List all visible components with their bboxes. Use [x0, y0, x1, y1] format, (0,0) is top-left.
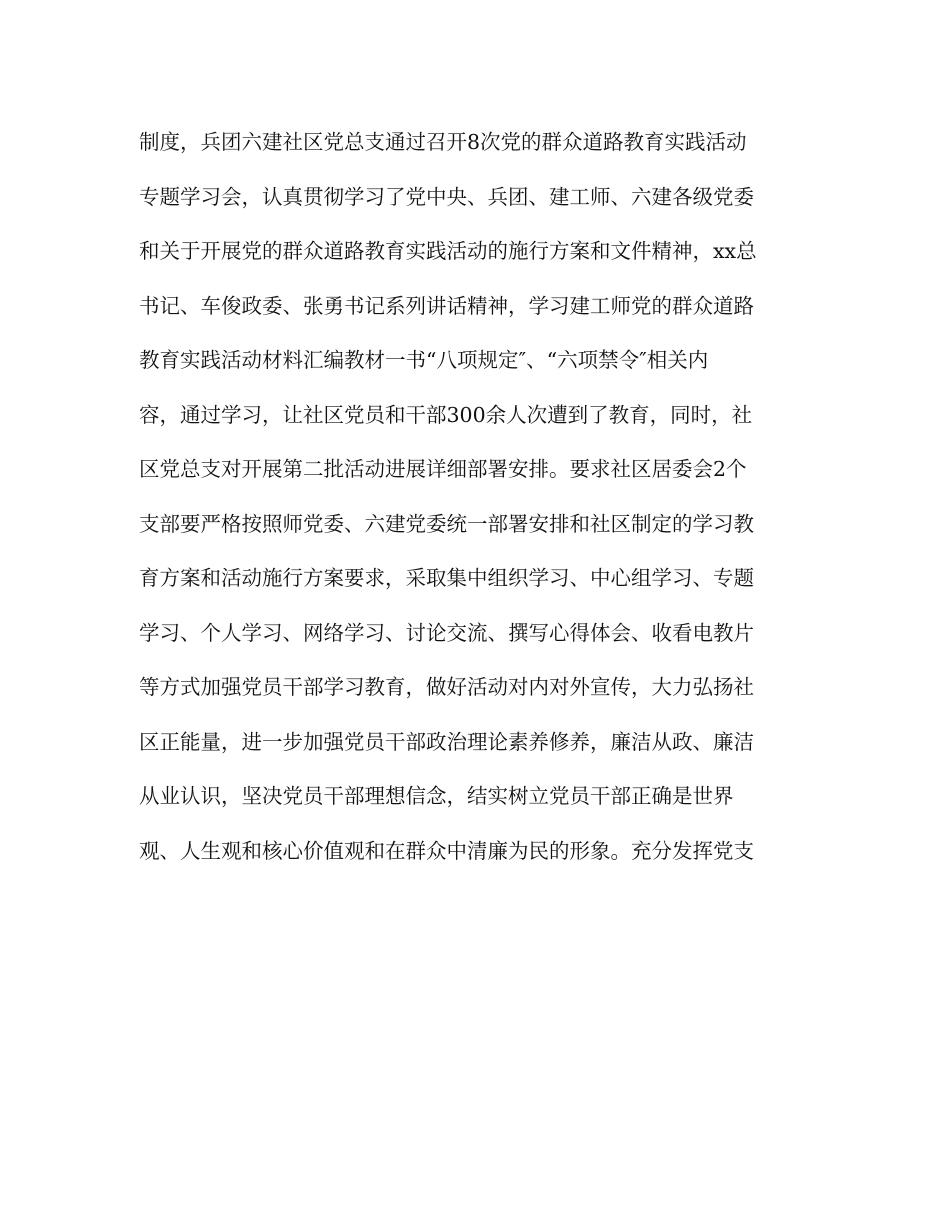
text-line: 区党总支对开展第二批活动进展详细部署安排。要求社区居委会2个 [139, 457, 747, 481]
text-line: 观、人生观和核心价值观和在群众中清廉为民的形象。充分发挥党支 [139, 838, 754, 863]
text-line: 专题学习会，认真贯彻学习了党中央、兵团、建工师、六建各级党委 [139, 184, 754, 209]
text-line: 从业认识，坚决党员干部理想信念，结实树立党员干部正确是世界 [139, 784, 734, 808]
text-line: 制度，兵团六建社区党总支通过召开8次党的群众道路教育实践活动 [139, 130, 747, 154]
text-line: 学习、个人学习、网络学习、讨论交流、撰写心得体会、收看电教片 [139, 620, 754, 645]
text-line: 支部要严格按照师党委、六建党委统一部署安排和社区制定的学习教 [139, 511, 754, 536]
text-line: 书记、车俊政委、张勇书记系列讲话精神，学习建工师党的群众道路 [139, 293, 754, 318]
text-line: 等方式加强党员干部学习教育，做好活动对内对外宣传，大力弘扬社 [139, 675, 754, 699]
text-line: 教育实践活动材料汇编教材一书“八项规定″、“六项禁令″相关内 [139, 348, 709, 372]
text-line: 育方案和活动施行方案要求，采取集中组织学习、中心组学习、专题 [139, 566, 754, 590]
text-line: 和关于开展党的群众道路教育实践活动的施行方案和文件精神，xx总 [139, 239, 757, 263]
body-text [139, 122, 811, 885]
text-line: 容，通过学习，让社区党员和干部300余人次遭到了教育，同时，社 [139, 402, 753, 427]
text-line: 区正能量，进一步加强党员干部政治理论素养修养，廉洁从政、廉洁 [139, 729, 754, 754]
